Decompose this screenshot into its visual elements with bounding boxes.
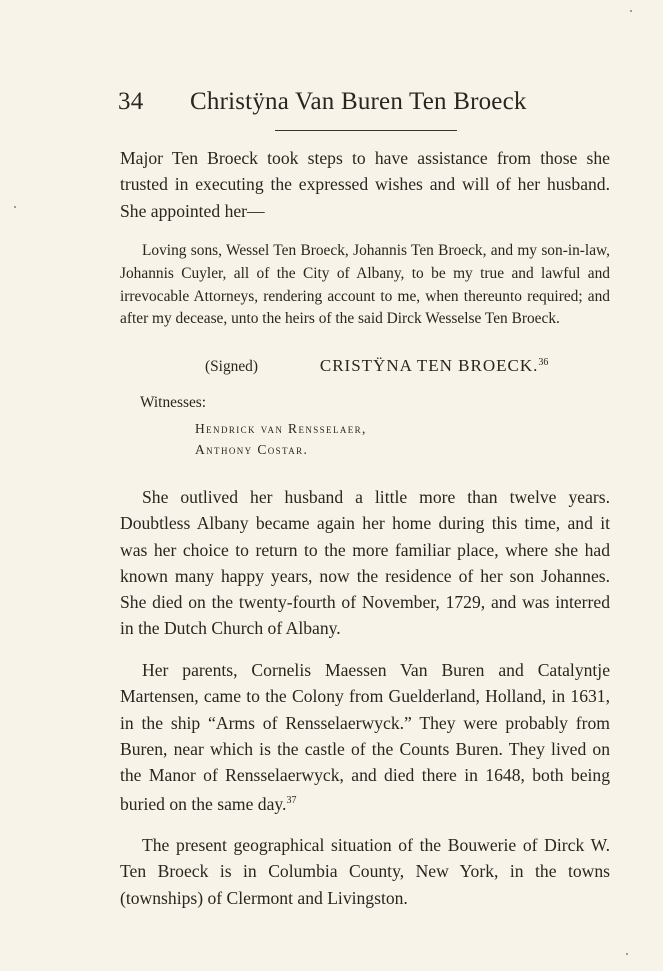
paper-speck — [626, 953, 628, 955]
paragraph-2-text: She outlived her husband a little more than twelve years. Doubtless Albany became again her home during this time, and it was her choice to return to the more familiar place, where she had known many happy years, now the residence of her son Johannes. She died on the twenty-fourth of November, 1729, and was interred in the Dutch Church of Albany. — [120, 487, 610, 639]
paragraph-2 — [120, 484, 610, 642]
page-number: 34 — [118, 88, 144, 115]
paragraph-1 — [120, 145, 610, 224]
paragraph-4-text: The present geographical situation of the Bouwerie of Dirck W. Ten Broeck is in Columbia County, New York, in the towns (townships) of Clermont and Livingston. — [120, 835, 610, 908]
witness-name: Anthony Costar. — [195, 442, 309, 457]
witnesses-label: Witnesses: — [140, 394, 207, 411]
signature-line — [205, 356, 548, 376]
paragraph-3-body: Her parents, Cornelis Maessen Van Buren and Catalyntje Martensen, came to the Colony from Guelderland, Holland, in 1631, in the ship “Arms of Rensselaerwyck.” They were probably from Buren, near which is the castle of the Counts Buren. They lived on the Manor of Rensselaerwyck, and died there in 1648, both being buried on the same day. — [120, 660, 610, 815]
paragraph-3 — [120, 657, 610, 818]
quoted-will-text: Loving sons, Wessel Ten Broeck, Johannis Ten Broeck, and my son-in-law, Johannis Cuyler, all of the City of Albany, to be my true and lawful and irrevocable Attorneys, rendering account to me, when thereunto required; and after my decease, unto the heirs of the said Dirck Wesselse Ten Broeck. — [120, 242, 610, 328]
footnote-ref-36: 36 — [538, 357, 549, 368]
header-rule — [275, 130, 457, 131]
running-title: Christÿna Van Buren Ten Broeck — [190, 88, 527, 115]
paper-speck — [630, 10, 632, 12]
paragraph-4 — [120, 832, 610, 911]
footnote-ref-37: 37 — [286, 795, 297, 807]
signature-name: CRISTŸNA TEN BROECK. — [319, 356, 539, 375]
signed-label: (Signed) — [205, 358, 259, 375]
witness-name: Hendrick van Rensselaer, — [195, 421, 367, 436]
paragraph-3-text — [120, 657, 610, 818]
paragraph-1-text: Major Ten Broeck took steps to have assistance from those she trusted in executing the expressed wishes and will of her husband. She appointed her— — [120, 148, 610, 221]
paper-speck — [14, 206, 16, 208]
quoted-will — [120, 240, 610, 331]
